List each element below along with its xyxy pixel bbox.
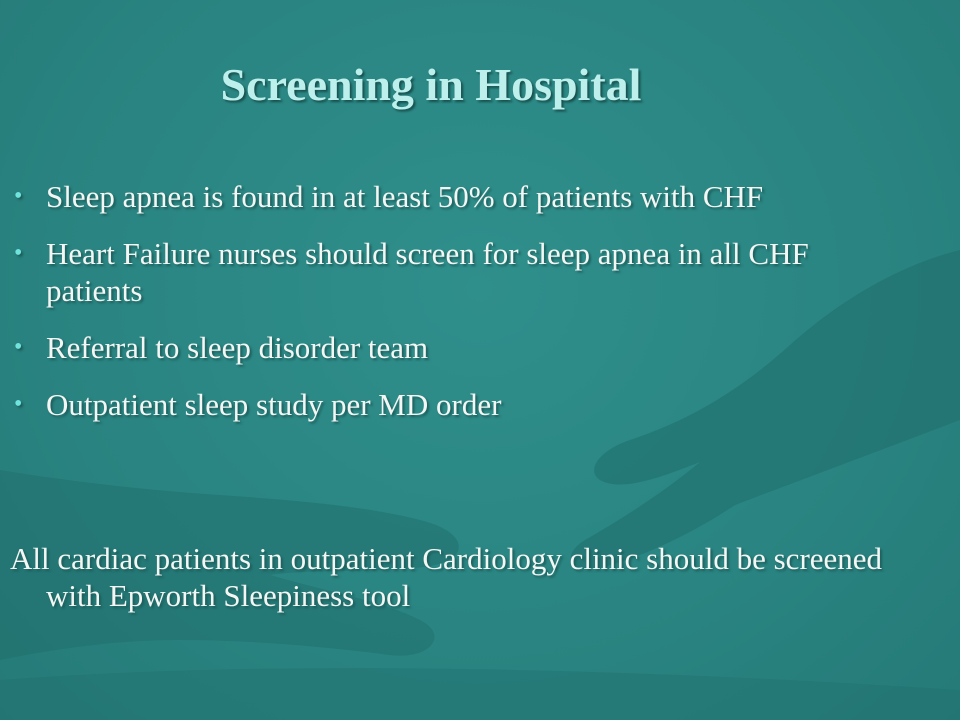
bullet-text: Sleep apnea is found in at least 50% of patients with CHF: [46, 179, 764, 214]
bullet-dot-icon: •: [14, 391, 23, 417]
bullet-list: [14, 178, 844, 443]
list-item: [14, 386, 844, 423]
list-item: [14, 235, 844, 309]
lower-shadow: [0, 668, 960, 720]
bullet-text: Referral to sleep disorder team: [46, 330, 429, 365]
list-item: [14, 329, 844, 366]
bullet-dot-icon: •: [14, 240, 23, 266]
bullet-dot-icon: •: [14, 334, 23, 360]
bullet-text: Heart Failure nurses should screen for sleep apnea in all CHF patients: [46, 236, 809, 308]
slide-title: Screening in Hospital: [220, 59, 642, 110]
bullet-dot-icon: •: [14, 183, 23, 209]
bullet-text: Outpatient sleep study per MD order: [46, 387, 502, 422]
closing-note: All cardiac patients in outpatient Cardiology clinic should be screened with Epworth Sleepiness tool: [10, 541, 883, 613]
list-item: [14, 178, 844, 215]
